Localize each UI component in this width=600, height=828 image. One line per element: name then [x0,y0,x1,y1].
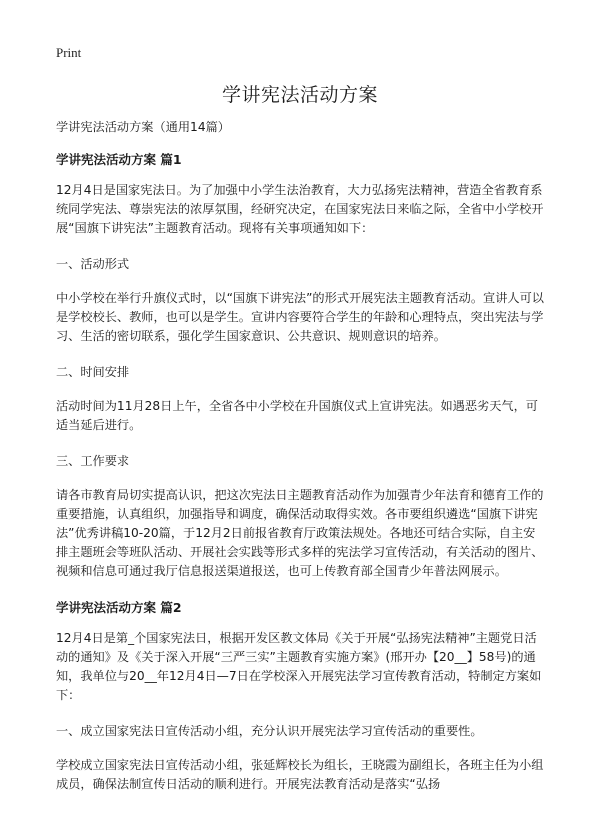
document-subtitle: 学讲宪法活动方案（通用14篇） [56,120,230,134]
article-2-heading: 学讲宪法活动方案 篇2 [56,600,182,615]
article-2-section-1-title: 一、成立国家宪法日宣传活动小组，充分认识开展宪法学习宣传活动的重要性。 [56,724,483,738]
article-1-section-3-title: 三、工作要求 [56,454,130,468]
article-1-heading: 学讲宪法活动方案 篇1 [56,152,182,167]
article-1-section-1-title: 一、活动形式 [56,257,130,271]
article-2-intro: 12月4日是第_个国家宪法日，根据开发区教文体局《关于开展“弘扬宪法精神”主题党日活动的通知》及《关于深入开展“三严三实”主题教育实施方案》(邢开办【20__】58号)的通知，我单位与20__年12月4日—7日在学校深入开展宪法学习宣传教育活动，特制定方案如下： [56,631,542,702]
article-1-section-3-body: 请各市教育局切实提高认识，把这次宪法日主题教育活动作为加强青少年法育和德育工作的重要措施，认真组织，加强指导和调度，确保活动取得实效。各市要组织遴选“国旗下讲宪法”优秀讲稿10-20篇，于12月2日前报省教育厅政策法规处。各地还可结合实际，自主安排主题班会等班队活动、开展社会实践等形式多样的宪法学习宣传活动，有关活动的图片、视频和信息可通过我厅信息报送渠道报送，也可上传教育部全国青少年普法网展示。 [56,488,544,578]
article-1-section-2-body: 活动时间为11月28日上午，全省各中小学校在升国旗仪式上宣讲宪法。如遇恶劣天气，可适当延后进行。 [56,399,538,432]
article-1-intro: 12月4日是国家宪法日。为了加强中小学生法治教育，大力弘扬宪法精神，营造全省教育系统同学宪法、尊崇宪法的浓厚氛围，经研究决定，在国家宪法日来临之际，全省中小学校开展“国旗下讲宪法”主题教育活动。现将有关事项通知如下： [56,183,544,235]
article-1-section-2-title: 二、时间安排 [56,365,130,379]
article-1-section-1-body: 中小学校在举行升旗仪式时，以“国旗下讲宪法”的形式开展宪法主题教育活动。宣讲人可以是学校校长、教师，也可以是学生。宣讲内容要符合学生的年龄和心理特点，突出宪法与学习、生活的密切联系，强化学生国家意识、公共意识、规则意识的培养。 [56,291,544,343]
page-title: 学讲宪法活动方案 [221,84,378,106]
print-link[interactable]: Print [56,45,82,60]
article-2-section-1-body: 学校成立国家宪法日宣传活动小组，张延辉校长为组长，王晓霞为副组长，各班主任为小组成员，确保法制宣传日活动的顺利进行。开展宪法教育活动是落实“弘扬 [56,758,544,791]
document-body [56,118,544,811]
